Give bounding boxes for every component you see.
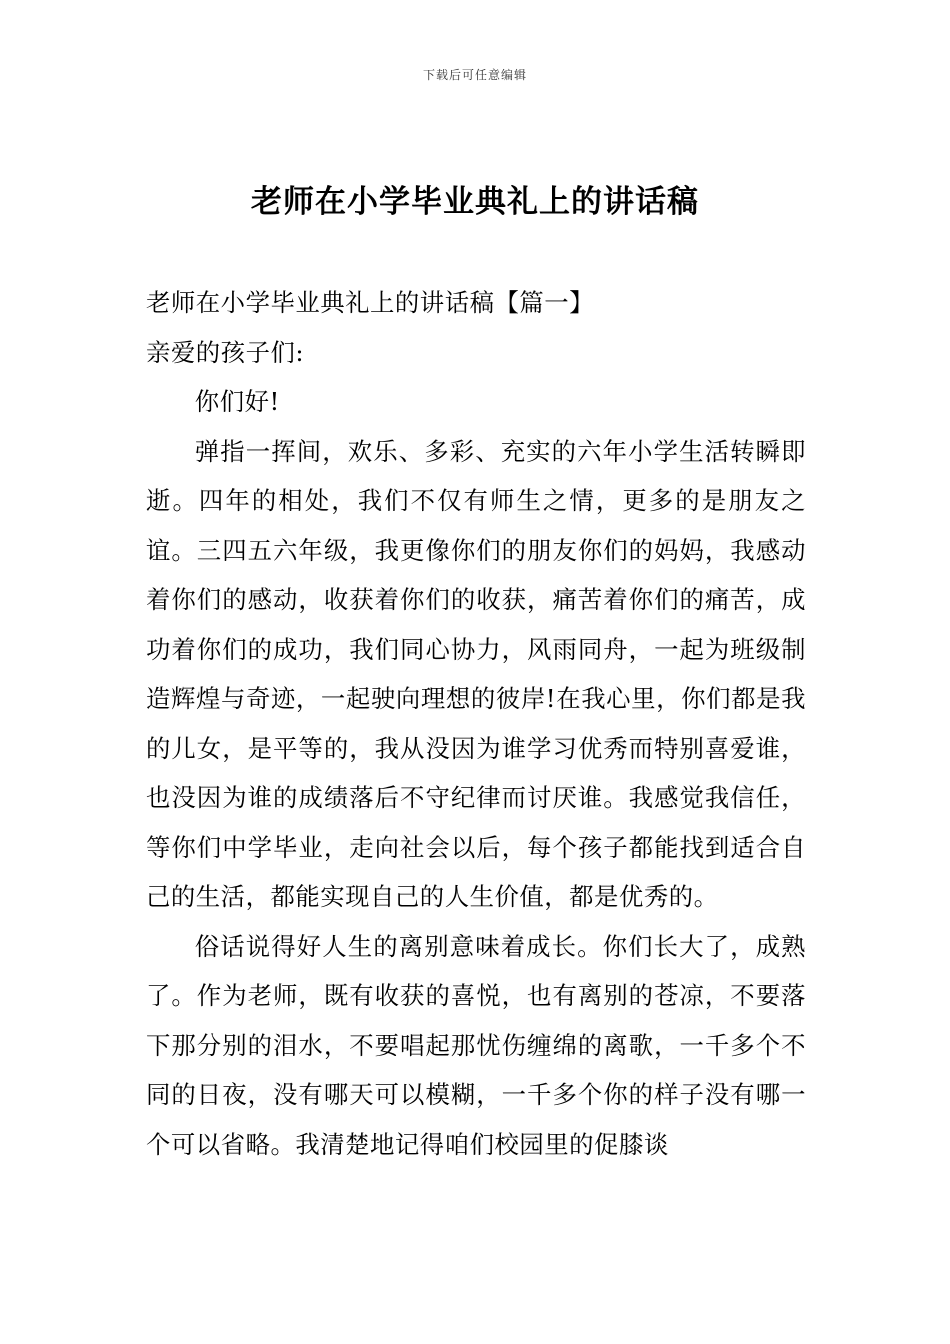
paragraph-greeting: 你们好! (194, 387, 280, 416)
salutation: 亲爱的孩子们: (146, 337, 305, 367)
paragraph-2: 俗话说得好人生的离别意味着成长。你们长大了，成熟了。作为老师，既有收获的喜悦，也有离别的苍凉，不要落下那分别的泪水，不要唱起那忧伤缠绵的离歌，一千多个不同的日夜，没有哪天可以模糊，一千多个你的样子没有哪一个可以省略。我清楚地记得咱们校园里的促膝谈 (146, 931, 806, 1159)
document-body (146, 278, 806, 1169)
document-title: 老师在小学毕业典礼上的讲话稿 (251, 184, 699, 220)
paragraph-1: 弹指一挥间，欢乐、多彩、充实的六年小学生活转瞬即逝。四年的相处，我们不仅有师生之情，更多的是朋友之谊。三四五六年级，我更像你们的朋友你们的妈妈，我感动着你们的感动，收获着你们的收获，痛苦着你们的痛苦，成功着你们的成功，我们同心协力，风雨同舟，一起为班级制造辉煌与奇迹，一起驶向理想的彼岸!在我心里，你们都是我的儿女，是平等的，我从没因为谁学习优秀而特别喜爱谁，也没因为谁的成绩落后不守纪律而讨厌谁。我感觉我信任，等你们中学毕业，走向社会以后，每个孩子都能找到适合自己的生活，都能实现自己的人生价值，都是优秀的。 (146, 436, 806, 911)
header-note: 下载后可任意编辑 (422, 68, 527, 82)
section-heading: 老师在小学毕业典礼上的讲话稿【篇一】 (146, 288, 595, 317)
